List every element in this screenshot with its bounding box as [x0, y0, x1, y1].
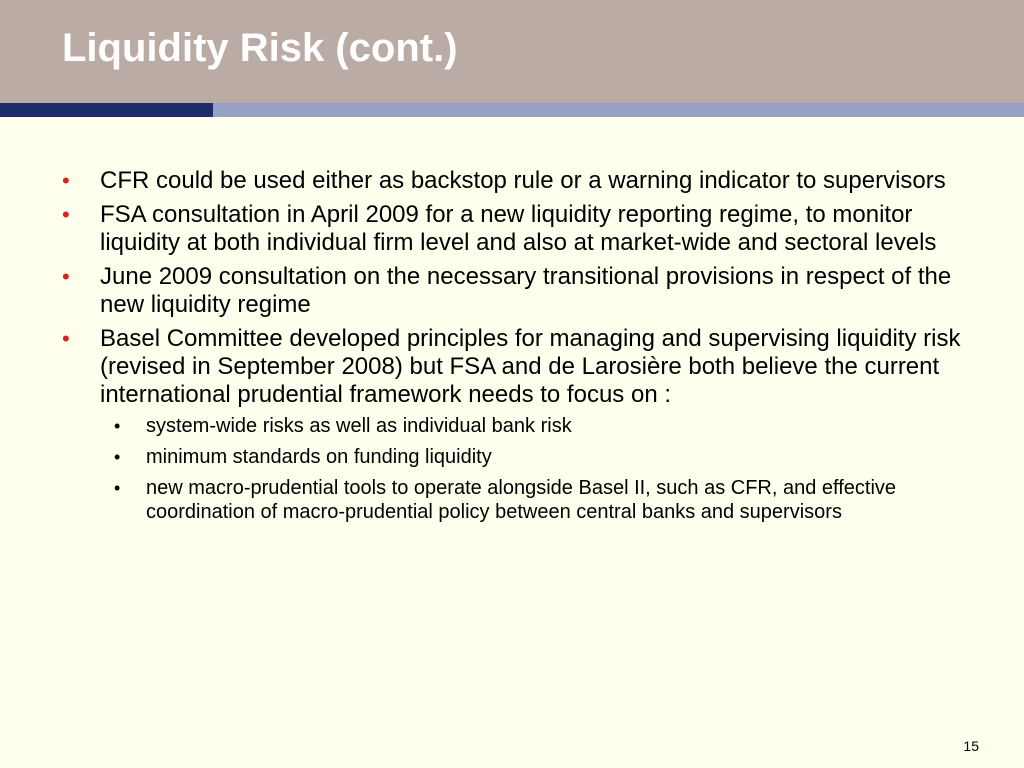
bullet-icon: • [62, 264, 70, 289]
bullet-icon: • [62, 326, 70, 351]
sub-bullet-item [100, 414, 967, 438]
title-underline-light [213, 103, 1024, 117]
bullet-text: FSA consultation in April 2009 for a new liquidity reporting regime, to monitor liquidity at both individual firm level and also at market-wide and sectoral levels [100, 201, 937, 256]
bullet-text: CFR could be used either as backstop rule or a warning indicator to supervisors [100, 167, 946, 194]
bullet-item [62, 167, 967, 195]
sub-bullet-item [100, 476, 967, 524]
bullet-item [62, 201, 967, 257]
slide-body [62, 167, 967, 531]
sub-bullet-icon: • [114, 447, 121, 467]
title-bar [0, 0, 1024, 103]
sub-bullet-icon: • [114, 478, 121, 498]
sub-bullet-icon: • [114, 416, 121, 436]
sub-bullet-item [100, 445, 967, 469]
bullet-item [62, 263, 967, 319]
bullet-icon: • [62, 202, 70, 227]
title-underline-dark [0, 103, 213, 117]
sub-bullet-text: system-wide risks as well as individual bank risk [146, 415, 572, 437]
page-number: 15 [963, 738, 979, 754]
bullet-text: June 2009 consultation on the necessary transitional provisions in respect of the new liquidity regime [100, 263, 952, 318]
bullet-icon: • [62, 168, 70, 193]
bullet-text: Basel Committee developed principles for managing and supervising liquidity risk (revised in September 2008) but FSA and de Larosière both believe the current international prudential framework needs to focus on : [100, 325, 961, 408]
slide-title: Liquidity Risk (cont.) [62, 26, 458, 70]
sub-bullet-text: minimum standards on funding liquidity [146, 446, 492, 468]
sub-bullet-text: new macro-prudential tools to operate alongside Basel II, such as CFR, and effective coordination of macro-prudential policy between central banks and supervisors [146, 477, 897, 523]
sub-bullet-list [100, 414, 967, 524]
bullet-item [62, 325, 967, 524]
bullet-list [62, 167, 967, 524]
